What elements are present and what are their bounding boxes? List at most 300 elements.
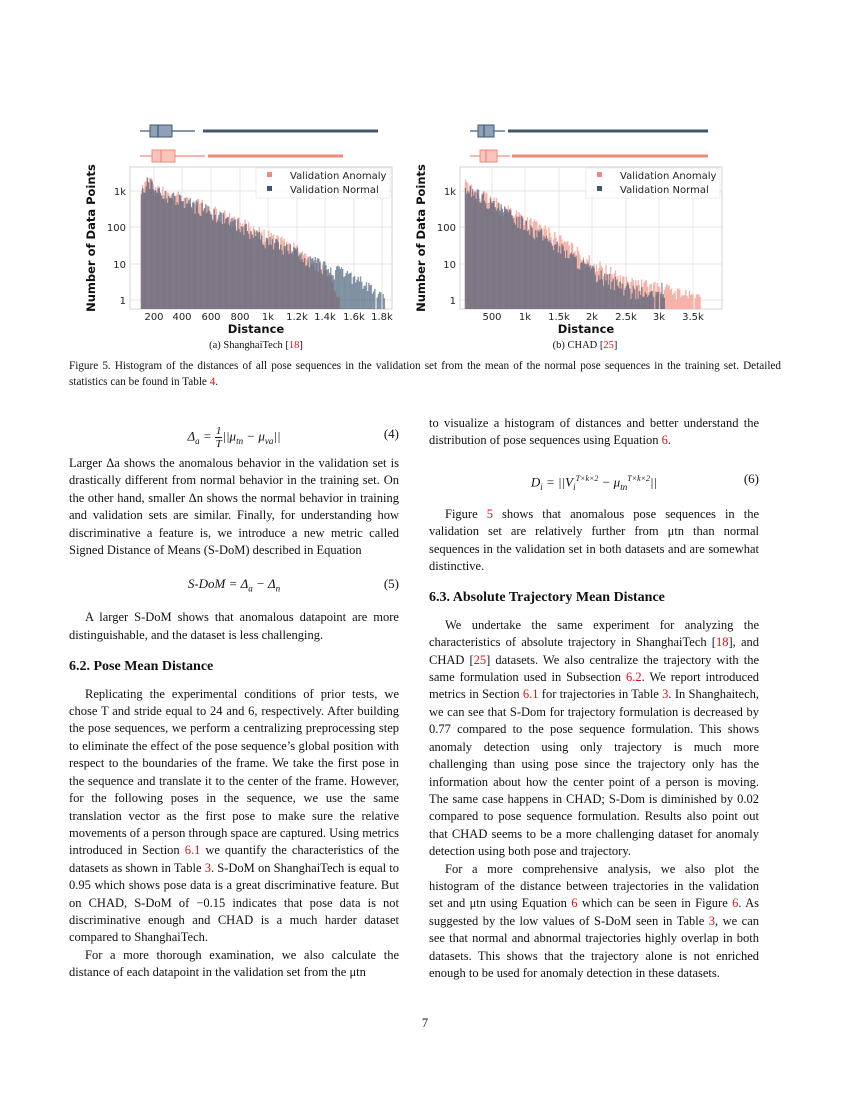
anomaly-bar: [654, 282, 655, 309]
normal-bar: [471, 197, 472, 309]
normal-bar: [292, 252, 293, 309]
anomaly-bar: [683, 296, 684, 309]
legend-anomaly-label: Validation Anomaly: [290, 171, 387, 182]
normal-bar: [285, 246, 286, 309]
normal-bar: [210, 214, 211, 309]
normal-bar: [142, 188, 143, 309]
xtick: 1.2k: [286, 312, 308, 323]
normal-bar: [249, 239, 250, 309]
normal-bar: [309, 268, 310, 309]
normal-bar: [329, 273, 330, 309]
normal-bar: [199, 215, 200, 309]
equation-ref-link[interactable]: 6: [661, 433, 668, 448]
subcaption-b-text: (b) CHAD [: [552, 340, 604, 351]
normal-bar: [551, 243, 552, 309]
normal-bar: [629, 289, 630, 310]
normal-bar: [313, 261, 314, 309]
normal-bar: [621, 289, 622, 309]
normal-bar: [553, 250, 554, 309]
left-chart: [84, 125, 393, 336]
normal-bar: [624, 290, 625, 309]
normal-bar: [506, 209, 507, 309]
normal-bar: [521, 216, 522, 309]
normal-bar: [630, 299, 631, 309]
normal-bar: [303, 262, 304, 309]
figure-caption: [69, 358, 781, 390]
table-ref-link[interactable]: 3: [662, 687, 669, 702]
normal-bar: [162, 199, 163, 309]
normal-bar: [281, 250, 282, 309]
normal-bar: [362, 289, 363, 309]
normal-bar: [337, 266, 338, 309]
normal-bar: [477, 189, 478, 309]
normal-bar: [640, 295, 641, 309]
ytick: 10: [443, 260, 456, 271]
subcaption-a-text: (a) ShanghaiTech [: [209, 340, 289, 351]
normal-bar: [591, 268, 592, 309]
normal-bar: [649, 292, 650, 309]
normal-bar: [489, 208, 490, 309]
normal-bar: [316, 263, 317, 309]
legend-normal-marker: [267, 186, 272, 191]
normal-bar: [336, 267, 337, 309]
normal-bar: [377, 297, 378, 309]
normal-bar: [147, 177, 148, 309]
normal-bar: [527, 231, 528, 309]
anomaly-bar: [671, 289, 672, 309]
normal-bar: [343, 277, 344, 309]
normal-bar: [275, 239, 276, 309]
normal-bar: [606, 275, 607, 309]
normal-bar: [213, 209, 214, 309]
text-run: shows that anomalous pose sequences in the validation set are relatively further from μtn than normal sequences in the validation set in both datasets and are somewhat distinctive.: [429, 506, 759, 574]
normal-bar: [595, 275, 596, 309]
normal-bar: [168, 196, 169, 309]
text-run: . In Shanghaitech, we can see that S-Dom for trajectory formulation is decreased by 0.77 compared to the pose sequence formulation. This shows anomaly detection using only trajectory is much more challenging than using pose since the trajectory only has the information about how the center point of a person is moving. The same case happens in CHAD; S-Dom is diminished by 0.02 compared to pose sequence formulation. Results also point out that CHAD seems to be a more challenging dataset for anomaly detection using both pose and trajectory.: [429, 687, 759, 859]
normal-bar: [524, 230, 525, 309]
normal-bar: [237, 219, 238, 309]
normal-bar: [470, 186, 471, 309]
normal-bar: [530, 226, 531, 309]
normal-bar: [284, 246, 285, 309]
normal-bar: [467, 191, 468, 309]
normal-bar: [182, 201, 183, 309]
normal-bar: [577, 269, 578, 309]
text-run: ] datasets. We also centralize the trajectory with the same formulation used in Subsection: [429, 652, 759, 685]
right-boxplot-normal: [470, 125, 708, 137]
normal-bar: [490, 198, 491, 309]
anomaly-bar: [659, 287, 660, 309]
normal-bar: [636, 286, 637, 309]
text-run: . S-DoM on ShanghaiTech is equal to 0.95 which shows pose data is a great discriminative feature. But on CHAD, S-DoM of −0.15 indicates that pose data is not discriminative enough and CHAD is a much harder dataset compared to ShanghaiTech.: [69, 860, 400, 945]
normal-bar: [602, 279, 603, 309]
normal-bar: [526, 221, 527, 309]
normal-bar: [306, 265, 307, 309]
normal-bar: [159, 188, 160, 309]
normal-bar: [247, 231, 248, 309]
normal-bar: [156, 193, 157, 309]
paragraph: [429, 617, 759, 861]
normal-bar: [529, 235, 530, 309]
normal-bar: [176, 202, 177, 309]
normal-bar: [562, 246, 563, 309]
normal-bar: [218, 215, 219, 309]
paragraph: A larger S-DoM shows that anomalous datapoint are more distinguishable, and the dataset is less challenging.: [69, 610, 399, 642]
normal-bar: [222, 224, 223, 309]
normal-bar: [342, 269, 343, 309]
normal-bar: [534, 239, 535, 309]
equation-6-body: $D_i = ||V_i^{T\times k\times 2} - \mu_{tn}^{T\times k\times 2}||$: [530, 473, 658, 492]
section-ref-link[interactable]: 6.1: [522, 687, 539, 702]
normal-bar: [209, 211, 210, 309]
normal-bar: [584, 264, 585, 309]
normal-bar: [190, 198, 191, 309]
normal-bar: [646, 294, 647, 309]
normal-bar: [605, 280, 606, 309]
xtick: 200: [144, 312, 164, 323]
text-run: we quantify the characteristics of the datasets as shown in Table: [69, 843, 400, 875]
normal-bar: [186, 204, 187, 309]
left-boxplot-normal: [140, 125, 378, 137]
normal-bar: [359, 281, 360, 309]
subcaption-a: [171, 340, 341, 351]
normal-bar: [611, 282, 612, 309]
normal-bar: [635, 299, 636, 309]
normal-bar: [620, 281, 621, 309]
text-run: We undertake the same experiment for analyzing the characteristics of absolute trajectory in ShanghaiTech [: [429, 617, 759, 650]
normal-bar: [144, 193, 145, 309]
normal-bar: [188, 200, 189, 309]
normal-bar: [546, 236, 547, 309]
text-run: to visualize a histogram of distances and better understand the distribution of pose sequences using Equation: [429, 416, 759, 448]
subcaption-b-end: ]: [613, 340, 618, 351]
normal-bar: [149, 189, 150, 309]
normal-bar: [578, 269, 579, 309]
normal-bar: [322, 274, 323, 309]
normal-bar: [260, 239, 261, 309]
normal-bar: [325, 265, 326, 309]
figure-caption-end: .: [215, 376, 219, 388]
normal-bar: [215, 215, 216, 309]
anomaly-bar: [682, 295, 683, 309]
normal-bar: [631, 293, 632, 309]
subcaption-a-end: ]: [299, 340, 303, 351]
anomaly-bar: [692, 295, 693, 309]
normal-bar: [221, 213, 222, 309]
normal-bar: [573, 253, 574, 309]
figure-ref-link[interactable]: 6: [732, 896, 739, 911]
normal-bar: [581, 262, 582, 309]
normal-bar: [250, 231, 251, 309]
normal-bar: [498, 203, 499, 309]
normal-bar: [539, 232, 540, 309]
normal-bar: [301, 259, 302, 309]
normal-bar: [187, 203, 188, 309]
normal-bar: [522, 218, 523, 309]
normal-bar: [166, 198, 167, 309]
normal-bar: [604, 273, 605, 309]
normal-bar: [346, 273, 347, 309]
text-run: which can be seen in Figure: [577, 896, 733, 911]
normal-bar: [265, 248, 266, 309]
normal-bar: [349, 273, 350, 309]
legend-anomaly-label: Validation Anomaly: [620, 171, 717, 182]
normal-bar: [508, 212, 509, 309]
normal-bar: [382, 294, 383, 309]
citation-link[interactable]: 18: [288, 340, 300, 351]
normal-bar: [515, 225, 516, 309]
anomaly-bar: [699, 297, 700, 309]
normal-bar: [520, 229, 521, 309]
text-run: . As suggested by the low values of S-DoM seen in Table: [429, 896, 760, 928]
normal-bar: [617, 286, 618, 309]
normal-bar: [615, 277, 616, 309]
anomaly-bar: [672, 295, 673, 309]
normal-bar: [206, 213, 207, 309]
ytick: 100: [436, 223, 456, 234]
normal-bar: [572, 255, 573, 309]
table-ref-link[interactable]: 3: [204, 860, 211, 875]
normal-bar: [181, 201, 182, 309]
normal-bar: [148, 182, 149, 309]
figure-ref-link[interactable]: 5: [486, 506, 493, 521]
left-legend: [256, 168, 390, 198]
left-boxplot-anomaly: [140, 150, 343, 162]
normal-bar: [150, 179, 151, 309]
normal-bar: [196, 200, 197, 309]
xtick: 3k: [652, 312, 666, 323]
equation-4-number: (4): [383, 426, 399, 441]
normal-bar: [592, 266, 593, 309]
normal-bar: [371, 285, 372, 309]
normal-bar: [596, 282, 597, 309]
normal-bar: [537, 231, 538, 309]
normal-bar: [321, 269, 322, 309]
normal-bar: [626, 286, 627, 309]
normal-bar: [266, 238, 267, 309]
normal-bar: [200, 216, 201, 309]
normal-bar: [653, 297, 654, 309]
normal-bar: [523, 230, 524, 309]
ytick: 1: [119, 296, 126, 307]
normal-bar: [570, 254, 571, 309]
normal-bar: [298, 256, 299, 309]
normal-bar: [510, 210, 511, 309]
normal-bar: [545, 239, 546, 309]
normal-bar: [585, 264, 586, 309]
normal-bar: [344, 276, 345, 309]
normal-bar: [472, 189, 473, 309]
normal-bar: [338, 267, 339, 309]
normal-bar: [580, 263, 581, 309]
normal-bar: [240, 232, 241, 309]
normal-bar: [297, 248, 298, 309]
normal-bar: [163, 199, 164, 309]
normal-bar: [503, 212, 504, 309]
normal-bar: [251, 235, 252, 309]
equation-4: [69, 415, 399, 455]
left-column: [69, 415, 399, 982]
xtick: 600: [201, 312, 221, 323]
ytick: 1k: [443, 187, 456, 198]
normal-bar: [579, 270, 580, 309]
normal-bar: [552, 246, 553, 309]
normal-bar: [590, 265, 591, 309]
equation-ref-link[interactable]: 6: [571, 896, 578, 911]
xtick: 500: [482, 312, 502, 323]
anomaly-bar: [695, 298, 696, 309]
normal-bar: [509, 210, 510, 310]
equation-5-number: (5): [383, 576, 399, 592]
table-ref-link[interactable]: 3: [708, 913, 715, 928]
section-ref-link[interactable]: 6.1: [184, 843, 201, 858]
text-run: Figure: [445, 506, 487, 521]
normal-bar: [153, 189, 154, 309]
normal-bar: [244, 224, 245, 309]
normal-bar: [204, 208, 205, 309]
normal-bar: [648, 295, 649, 309]
right-boxplot-anomaly: [470, 150, 708, 162]
normal-bar: [327, 270, 328, 309]
normal-bar: [160, 193, 161, 309]
normal-bar: [184, 208, 185, 309]
normal-bar: [278, 242, 279, 309]
normal-bar: [369, 285, 370, 309]
normal-bar: [231, 218, 232, 309]
normal-bar: [332, 275, 333, 309]
normal-bar: [662, 294, 663, 309]
xtick: 1.5k: [548, 312, 570, 323]
normal-bar: [533, 238, 534, 309]
normal-bar: [641, 287, 642, 309]
normal-bar: [350, 273, 351, 309]
anomaly-bar: [685, 290, 686, 309]
normal-bar: [655, 292, 656, 309]
normal-bar: [205, 204, 206, 309]
normal-bar: [633, 286, 634, 309]
table-ref-link[interactable]: 4: [209, 376, 216, 388]
normal-bar: [194, 214, 195, 309]
normal-bar: [360, 276, 361, 309]
normal-bar: [495, 207, 496, 309]
normal-bar: [274, 243, 275, 309]
right-ylabel: Number of Data Points: [414, 164, 428, 312]
citation-link[interactable]: 25: [603, 340, 614, 351]
text-run: Replicating the experimental conditions of prior tests, we chose T and stride equal to 24 and 6, respectively. After building the pose sequences, we perform a centralizing preprocessing step to eliminate the effect of the pose sequence’s global position with respect to the boundaries of the frame. We take the first pose in the sequence and translate it to the center of the frame. However, for the following poses in the sequence, we use the same translation vector as the first pose to make sure the relative movements of a person through space are captured. Using metrics introduced in Section: [69, 686, 399, 858]
citation-link[interactable]: 18: [715, 635, 729, 650]
normal-bar: [178, 204, 179, 309]
section-ref-link[interactable]: 6.2: [625, 670, 642, 685]
normal-bar: [348, 274, 349, 309]
normal-bar: [497, 208, 498, 309]
normal-bar: [492, 203, 493, 309]
normal-bar: [299, 254, 300, 309]
normal-bar: [230, 222, 231, 309]
normal-bar: [645, 292, 646, 309]
legend-normal-label: Validation Normal: [290, 185, 379, 196]
normal-bar: [193, 203, 194, 309]
anomaly-bar: [666, 284, 667, 309]
normal-bar: [296, 249, 297, 309]
normal-bar: [564, 251, 565, 309]
legend-anomaly-marker: [597, 172, 602, 177]
normal-bar: [516, 217, 517, 309]
citation-link[interactable]: 25: [473, 652, 487, 667]
equation-5-body: $S-DoM = \Delta_a - \Delta_n$: [187, 576, 281, 595]
normal-bar: [255, 236, 256, 309]
normal-bar: [226, 218, 227, 309]
normal-bar: [486, 208, 487, 309]
anomaly-bar: [680, 297, 681, 309]
normal-bar: [528, 231, 529, 309]
xtick: 3.5k: [682, 312, 704, 323]
anomaly-bar: [686, 296, 687, 309]
normal-bar: [261, 235, 262, 309]
normal-bar: [279, 250, 280, 309]
text-run: . We report introduced metrics in Section: [429, 670, 759, 702]
normal-bar: [647, 297, 648, 309]
normal-bar: [236, 231, 237, 309]
normal-bar: [143, 192, 144, 309]
normal-bar: [354, 276, 355, 309]
normal-bar: [559, 246, 560, 309]
normal-bar: [531, 228, 532, 309]
normal-bar: [367, 291, 368, 309]
normal-bar: [555, 244, 556, 309]
normal-bar: [571, 252, 572, 309]
normal-bar: [355, 283, 356, 310]
figure-caption-text: Figure 5. Histogram of the distances of all pose sequences in the validation set from the mean of the normal pose sequences in the training set. Detailed statistics can be found in Table: [69, 360, 781, 388]
normal-bar: [465, 188, 466, 309]
normal-bar: [280, 245, 281, 309]
normal-bar: [479, 202, 480, 309]
anomaly-bar: [684, 295, 685, 309]
normal-bar: [145, 187, 146, 310]
paragraph: For a more thorough examination, we also calculate the distance of each datapoint in the validation set from the μtn: [69, 947, 399, 980]
right-chart: [414, 125, 722, 336]
normal-bar: [192, 202, 193, 309]
normal-bar: [330, 267, 331, 309]
right-column: [429, 415, 759, 982]
normal-bar: [484, 201, 485, 309]
xtick: 2k: [585, 312, 599, 323]
text-run: for trajectories in Table: [538, 687, 663, 702]
normal-bar: [232, 221, 233, 309]
normal-bar: [254, 230, 255, 309]
normal-bar: [576, 256, 577, 309]
normal-bar: [504, 207, 505, 309]
normal-bar: [363, 286, 364, 309]
right-legend: [586, 168, 720, 198]
normal-bar: [598, 275, 599, 309]
normal-bar: [304, 258, 305, 309]
text-run: ], and CHAD [: [429, 635, 759, 667]
normal-bar: [586, 265, 587, 309]
normal-bar: [373, 291, 374, 309]
xtick: 1k: [261, 312, 275, 323]
normal-bar: [167, 203, 168, 309]
normal-bar: [657, 292, 658, 309]
normal-bar: [612, 279, 613, 309]
normal-bar: [628, 285, 629, 309]
normal-bar: [341, 267, 342, 309]
normal-bar: [597, 282, 598, 309]
normal-bar: [603, 286, 604, 309]
xtick: 1.8k: [371, 312, 393, 323]
normal-bar: [173, 192, 174, 309]
normal-bar: [554, 245, 555, 309]
normal-bar: [608, 285, 609, 309]
